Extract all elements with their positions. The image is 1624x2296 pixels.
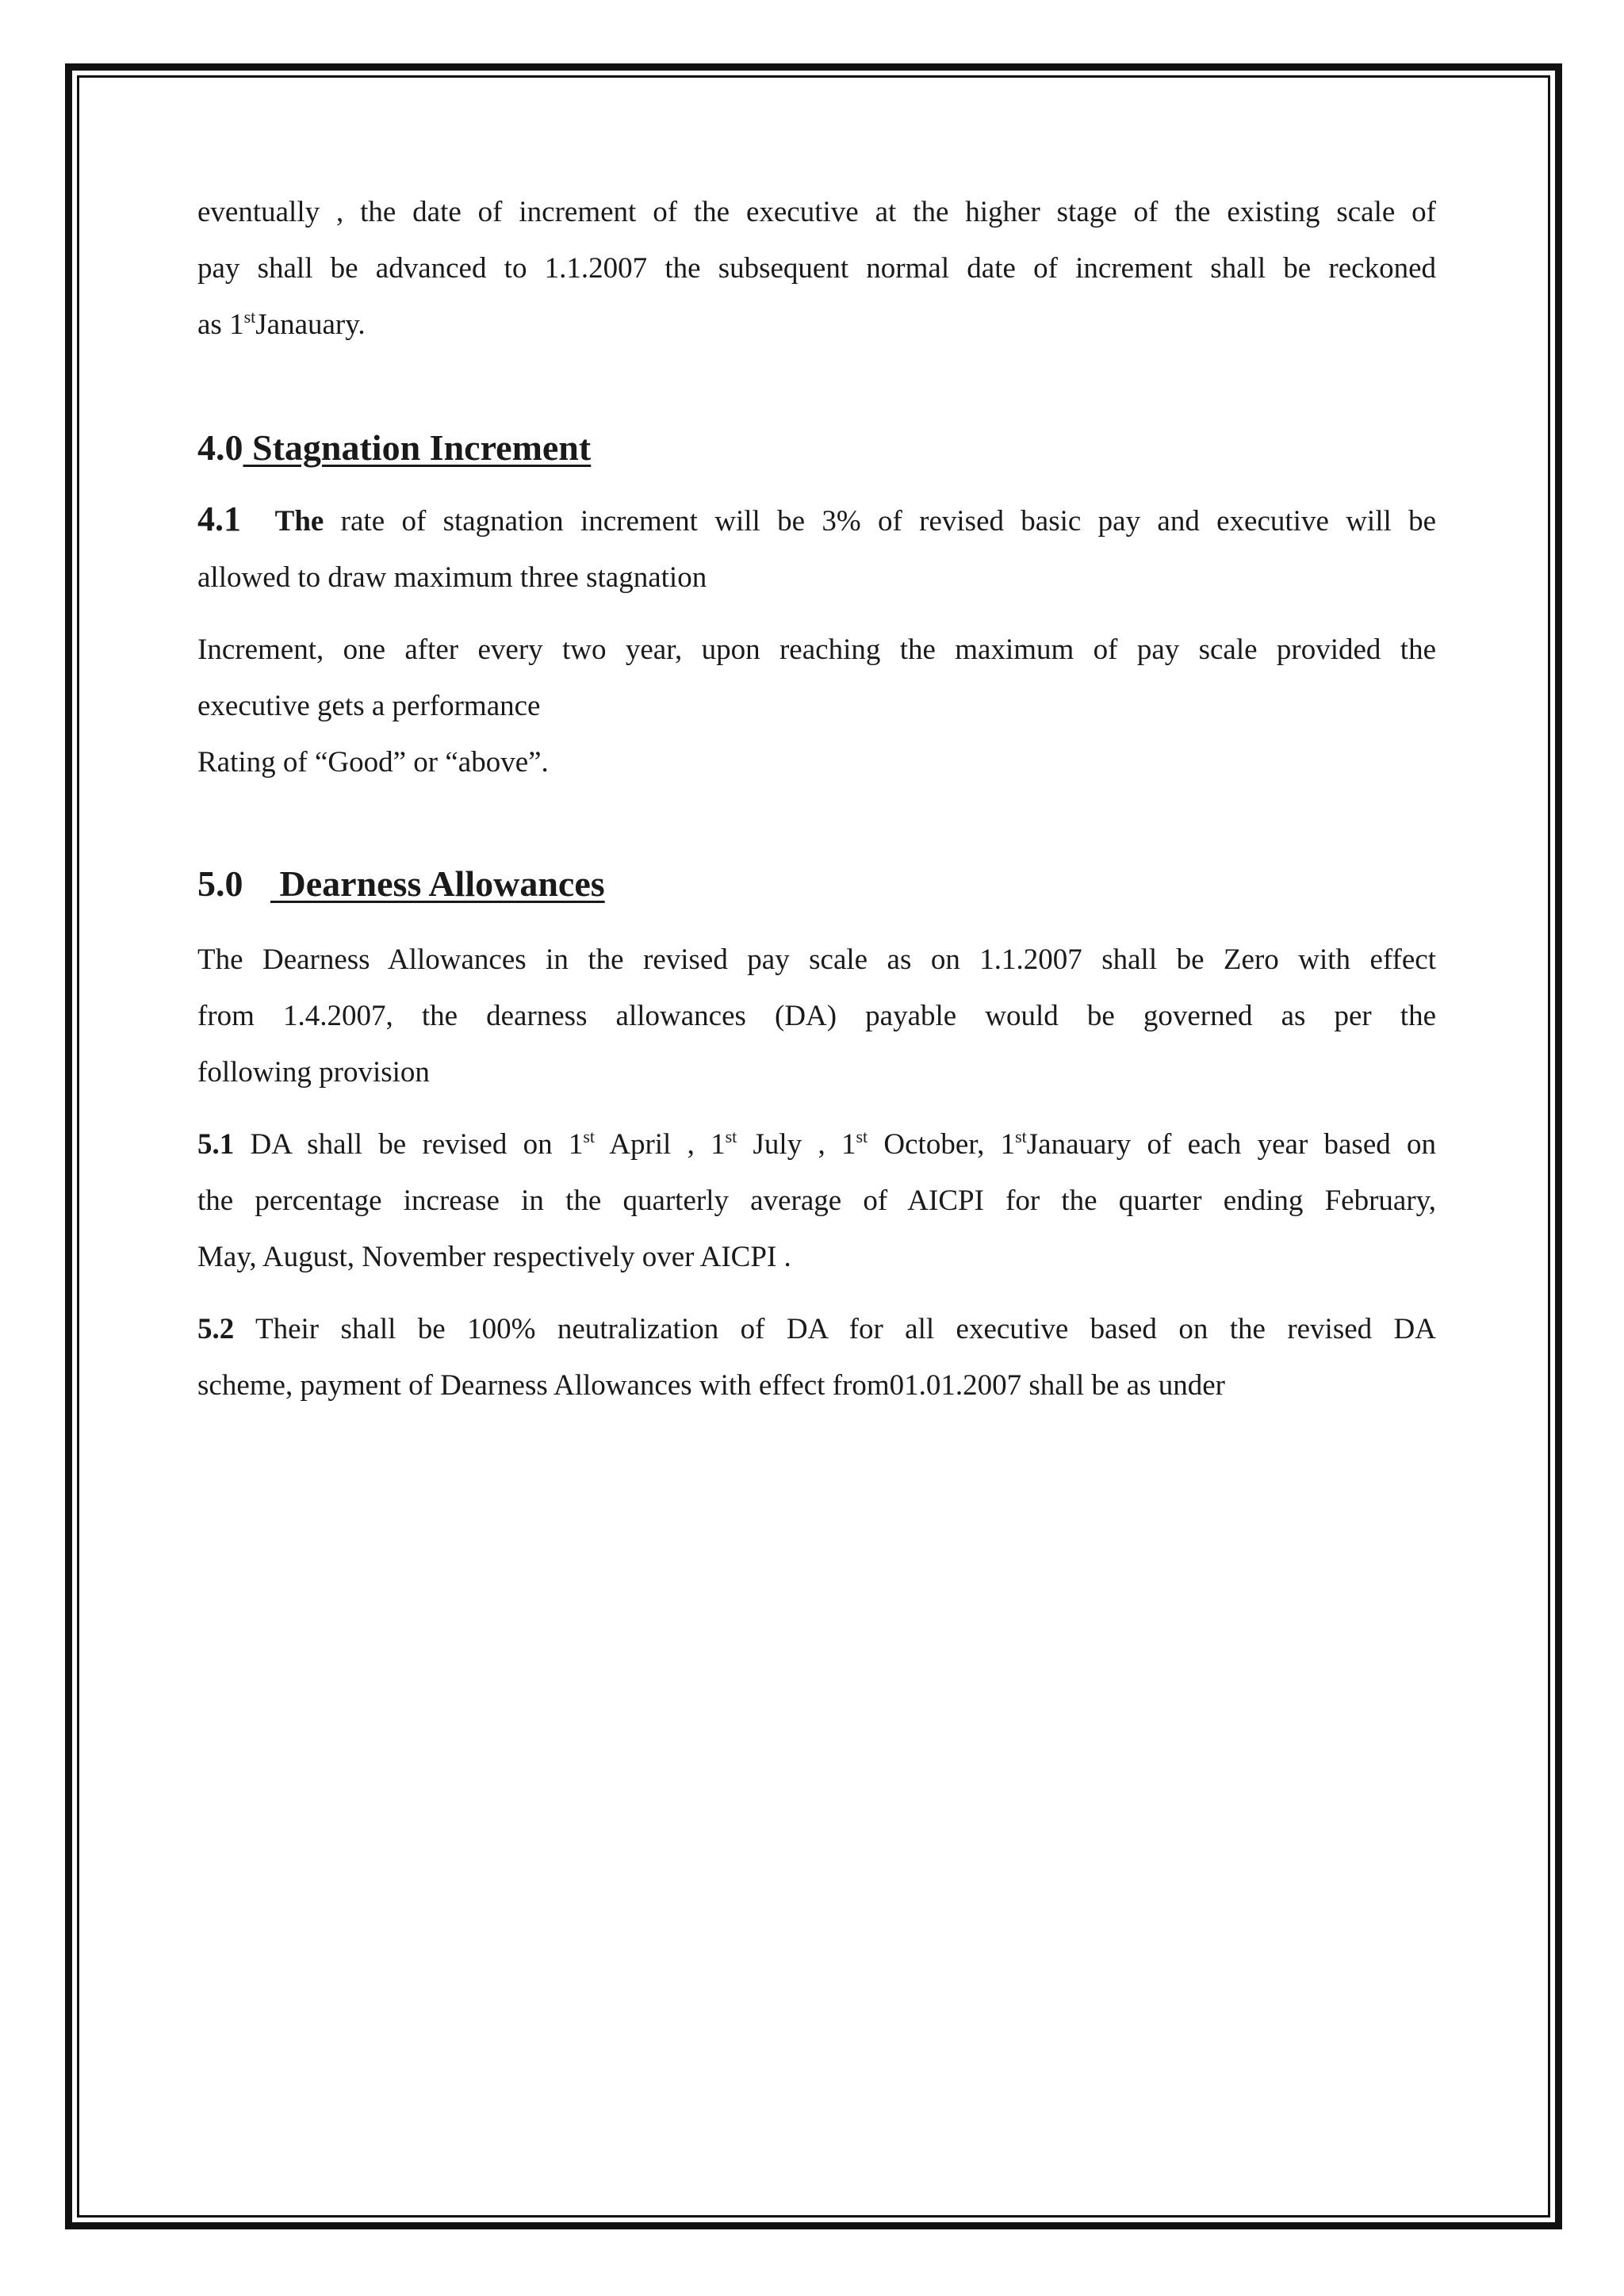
stagnation-paragraph	[197, 622, 1436, 790]
text-line: 5.2 Their shall be 100% neutralization of DA for all executive based on the revised DA	[197, 1313, 1436, 1345]
text-line: Rating of “Good” or “above”.	[197, 746, 549, 779]
text-line: pay shall be advanced to 1.1.2007 the subsequent normal date of increment shall be reckoned	[197, 252, 1436, 285]
section-title: Stagnation Increment	[252, 427, 592, 468]
text-line: following provision	[197, 1056, 430, 1089]
text-line: from 1.4.2007, the dearness allowances (DA) payable would be governed as per the	[197, 1000, 1436, 1032]
text-line: executive gets a performance	[197, 690, 541, 722]
text-line: 4.1 The rate of stagnation increment will be 3% of revised basic pay and executive will be	[197, 499, 1437, 538]
text-line: The Dearness Allowances in the revised pay scale as on 1.1.2007 shall be Zero with effect	[197, 943, 1436, 976]
subsection-number: 5.2	[197, 1313, 235, 1345]
subsection-number: 5.1	[197, 1128, 235, 1161]
section-4-heading	[197, 424, 1436, 472]
section-number: 4.0	[197, 427, 243, 468]
text-line: scheme, payment of Dearness Allowances with effect from01.01.2007 shall be as under	[197, 1369, 1225, 1402]
text-line: the percentage increase in the quarterly average of AICPI for the quarter ending February,	[197, 1184, 1436, 1217]
subsection-5-1	[197, 1116, 1436, 1285]
section-title: Dearness Allowances	[279, 863, 605, 904]
section-5-heading	[197, 860, 1436, 908]
text-line: 5.1 DA shall be revised on 1st April , 1st July , 1st October, 1stJanauary of each year based on	[197, 1127, 1437, 1161]
text-line: as 1stJanauary.	[197, 307, 366, 341]
subsection-5-2	[197, 1301, 1436, 1414]
subsection-number: 4.1	[197, 499, 241, 538]
dearness-intro-paragraph	[197, 932, 1436, 1100]
text-line: allowed to draw maximum three stagnation	[197, 561, 707, 594]
text-line: Increment, one after every two year, upon reaching the maximum of pay scale provided the	[197, 633, 1436, 666]
section-number: 5.0	[197, 863, 243, 904]
text-line: May, August, November respectively over AICPI .	[197, 1241, 791, 1273]
intro-paragraph	[197, 184, 1436, 353]
document-body	[197, 184, 1436, 1414]
text-line: eventually , the date of increment of the executive at the higher stage of the existing scale of	[197, 196, 1436, 228]
lead-word: The	[274, 505, 324, 538]
subsection-4-1	[197, 491, 1436, 606]
